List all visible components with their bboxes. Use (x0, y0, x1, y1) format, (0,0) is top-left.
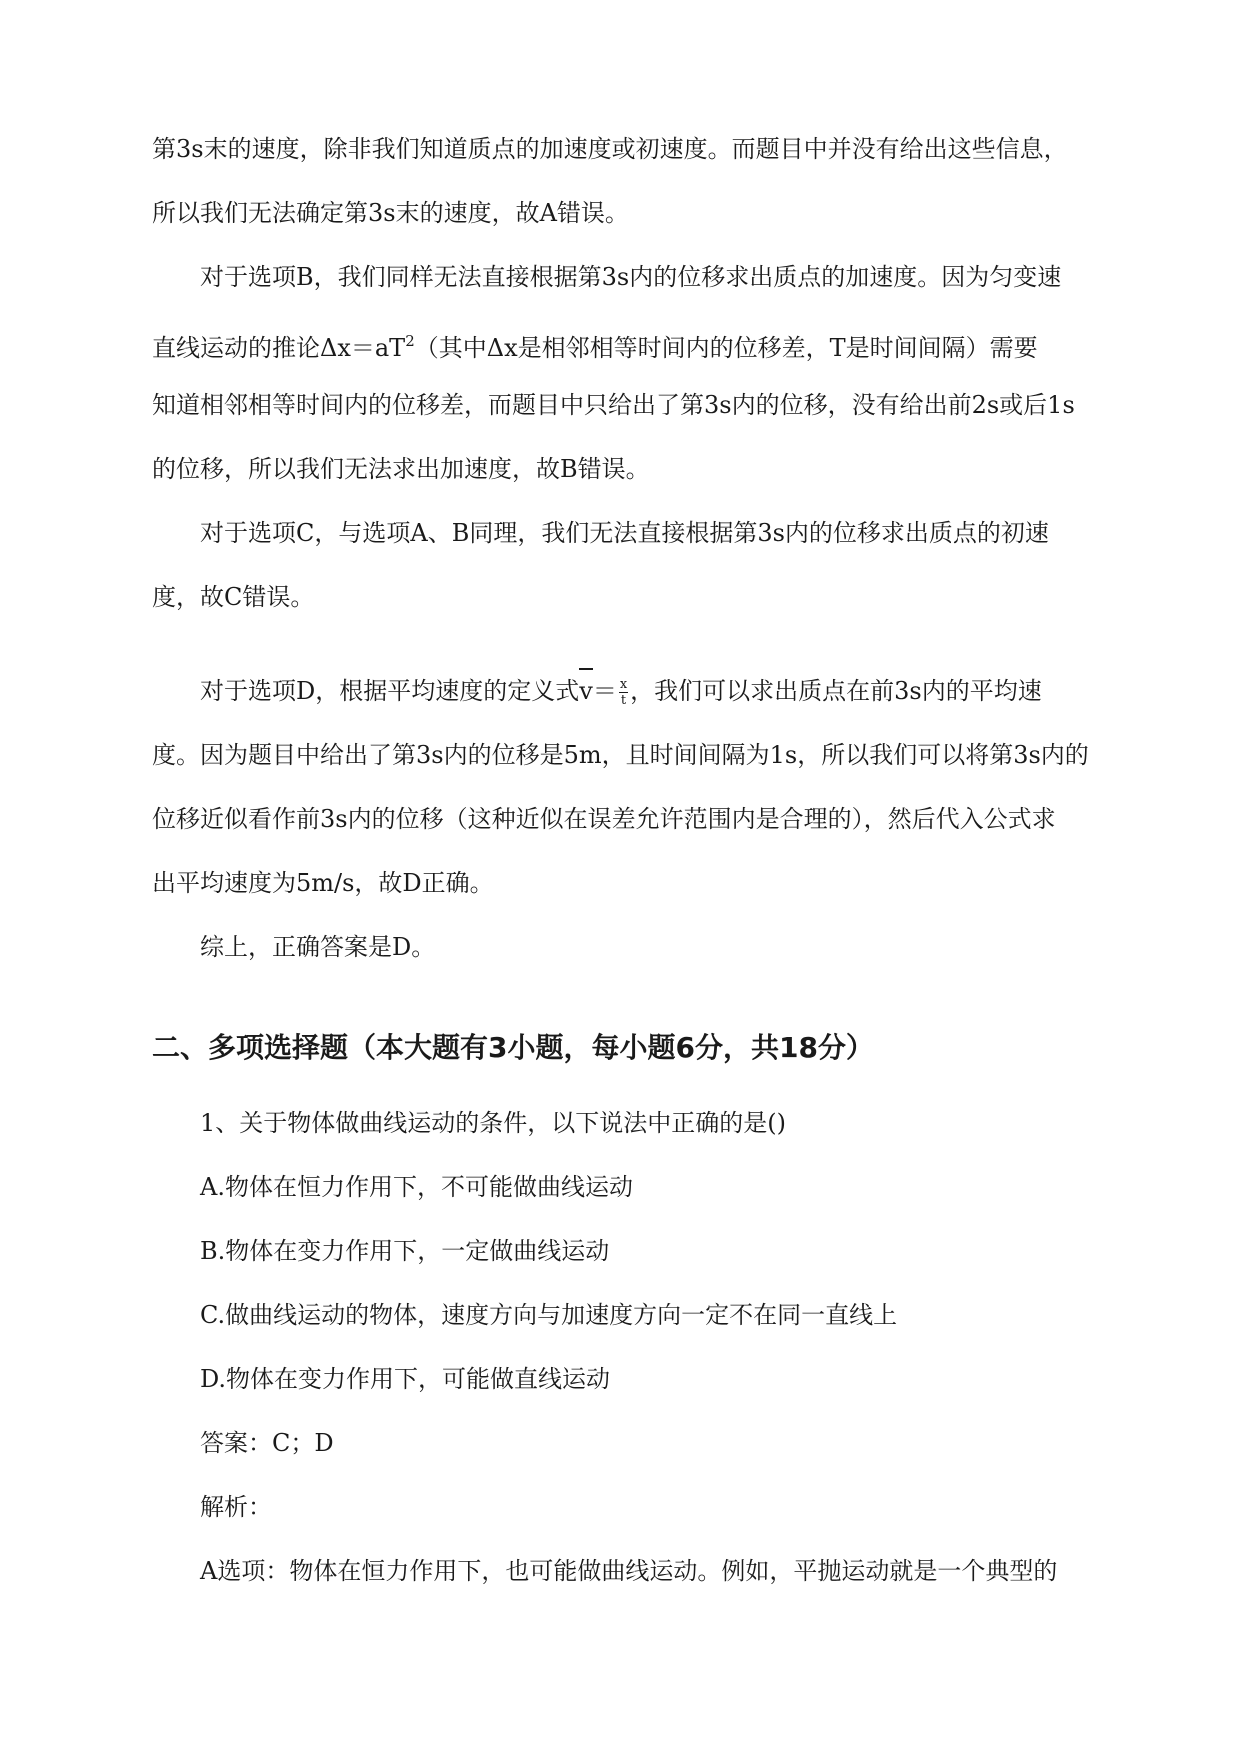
fraction-x-over-t (619, 677, 628, 708)
section-heading: 二、多项选择题（本大题有3小题，每小题6分，共18分） (152, 1031, 874, 1064)
paragraph-1-line-2: 所以我们无法确定第3s末的速度，故A错误。 (152, 199, 629, 227)
paragraph-4-line-1 (200, 672, 1042, 708)
paragraph-2-line-4: 的位移，所以我们无法求出加速度，故B错误。 (152, 455, 650, 483)
formula-superscript: 2 (405, 332, 415, 350)
question-stem: 1、关于物体做曲线运动的条件，以下说法中正确的是() (200, 1109, 786, 1137)
paragraph-2-line-1: 对于选项B，我们同样无法直接根据第3s内的位移求出质点的加速度。因为匀变速 (200, 263, 1062, 291)
option-c: C.做曲线运动的物体，速度方向与加速度方向一定不在同一直线上 (200, 1301, 898, 1329)
paragraph-3-line-1: 对于选项C，与选项A、B同理，我们无法直接根据第3s内的位移求出质点的初速 (200, 519, 1049, 547)
formula-text-b: （其中Δx是相邻相等时间内的位移差，T是时间间隔）需要 (414, 334, 1038, 362)
paragraph-5-line-1: 综上，正确答案是D。 (200, 933, 436, 961)
equals-sign: ＝ (592, 677, 617, 705)
paragraph-4-line-2: 度。因为题目中给出了第3s内的位移是5m，且时间间隔为1s，所以我们可以将第3s内的 (152, 741, 1089, 769)
paragraph-1-line-1: 第3s末的速度，除非我们知道质点的加速度或初速度。而题目中并没有给出这些信息， (152, 135, 1068, 163)
fraction-numerator: x (619, 677, 628, 692)
paragraph-4-text-a: 对于选项D，根据平均速度的定义式 (200, 677, 580, 705)
option-b: B.物体在变力作用下，一定做曲线运动 (200, 1237, 610, 1265)
option-d: D.物体在变力作用下，可能做直线运动 (200, 1365, 611, 1393)
paragraph-2-line-2 (152, 324, 1038, 365)
analysis-label: 解析： (200, 1493, 272, 1521)
fraction-denominator: t (620, 693, 627, 708)
analysis-option-a: A选项：物体在恒力作用下，也可能做曲线运动。例如，平抛运动就是一个典型的 (200, 1557, 1058, 1585)
average-velocity-symbol: v (579, 672, 593, 708)
paragraph-4-text-b: ，我们可以求出质点在前3s内的平均速 (630, 677, 1042, 705)
paragraph-4-line-3: 位移近似看作前3s内的位移（这种近似在误差允许范围内是合理的），然后代入公式求 (152, 805, 1056, 833)
formula-text-a: 直线运动的推论Δx＝aT (152, 334, 406, 362)
paragraph-4-line-4: 出平均速度为5m/s，故D正确。 (152, 869, 494, 897)
paragraph-2-line-3: 知道相邻相等时间内的位移差，而题目中只给出了第3s内的位移，没有给出前2s或后1s (152, 391, 1075, 419)
answer-line: 答案：C；D (200, 1429, 334, 1457)
option-a: A.物体在恒力作用下，不可能做曲线运动 (200, 1173, 633, 1201)
paragraph-3-line-2: 度，故C错误。 (152, 583, 315, 611)
